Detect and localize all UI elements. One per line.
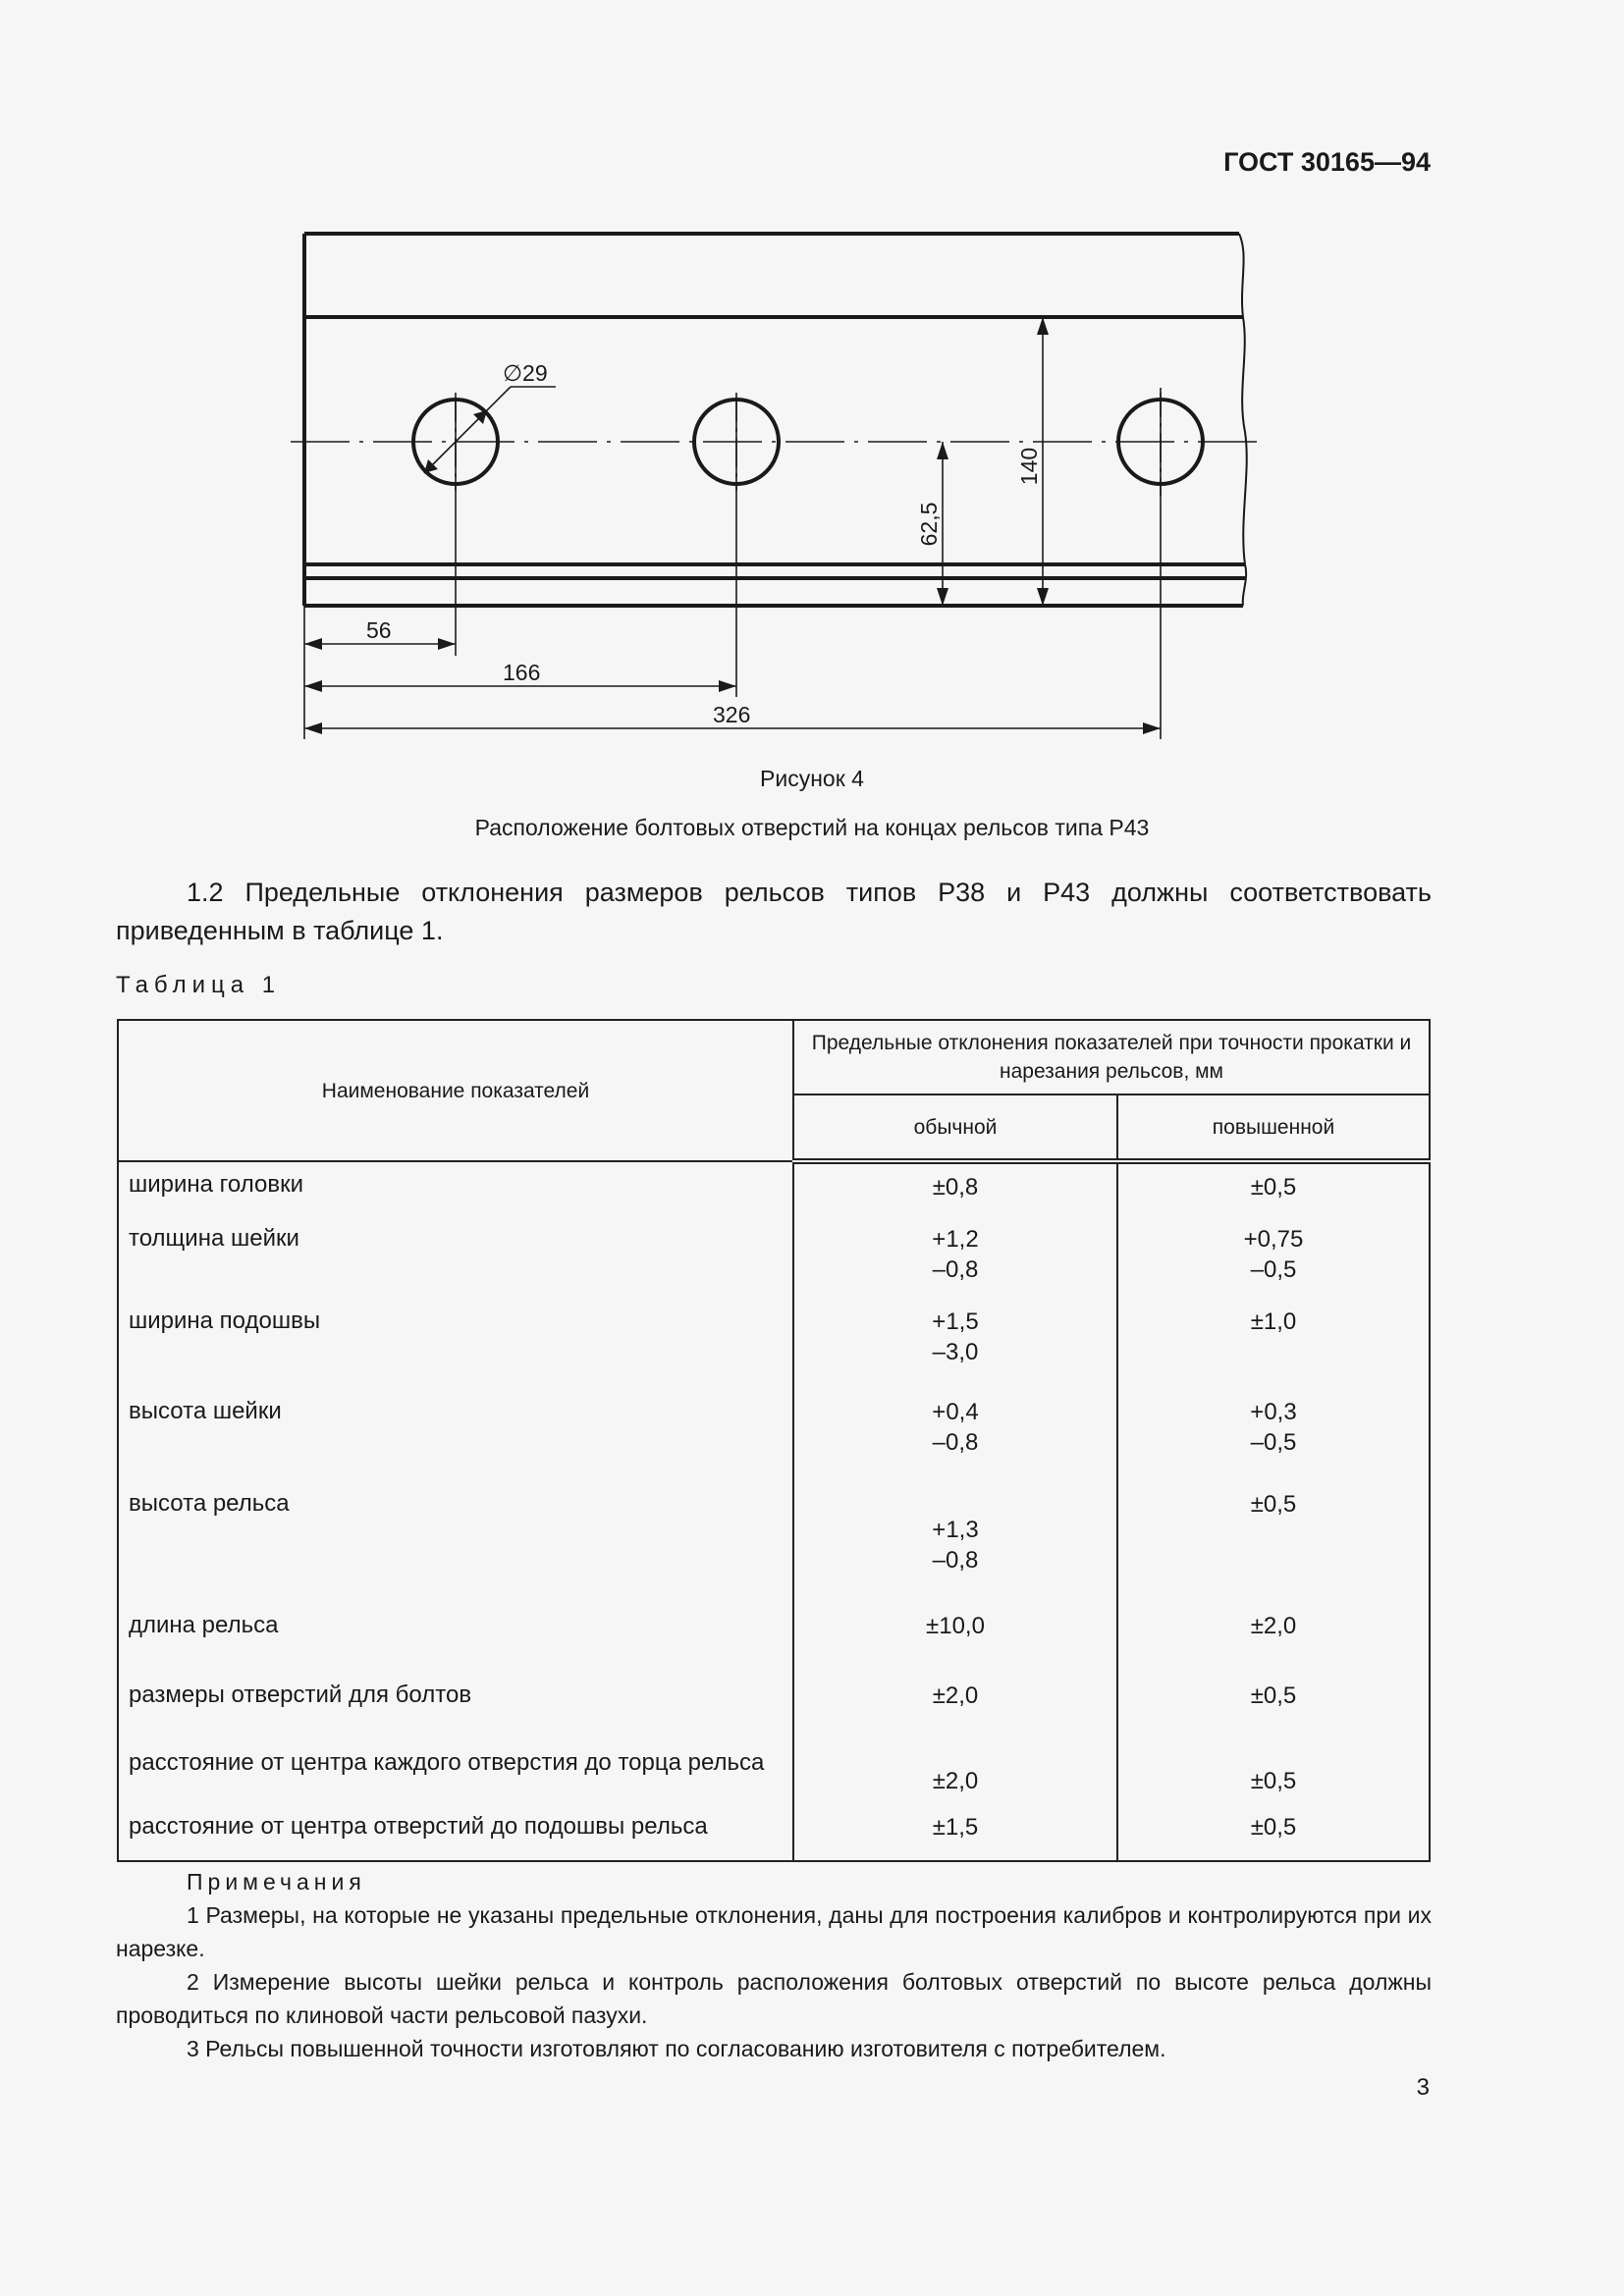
row-name-cell (118, 1375, 793, 1466)
cell-line: +1,2 (932, 1226, 979, 1253)
figure-title: Расположение болтовых отверстий на концах рельсов типа Р43 (474, 815, 1150, 840)
cell-line: –0,5 (1250, 1256, 1297, 1283)
tolerance-table (117, 1019, 1431, 1862)
cell-line: ±0,5 (1250, 1174, 1297, 1201)
cell-line: ±0,5 (1250, 1814, 1297, 1841)
row-name-cell (118, 1804, 793, 1861)
table-row (118, 1161, 1430, 1210)
cell-line: +1,5 (932, 1308, 979, 1335)
cell-line: высота шейки (129, 1398, 282, 1424)
note-item: 3 Рельсы повышенной точности изготовляют по согласованию изготовителя с потребителем. (187, 2036, 1166, 2061)
notes-title: Примечания (187, 1869, 366, 1895)
dim-140-label: 140 (1016, 447, 1042, 486)
row-ordinary-cell (793, 1583, 1117, 1649)
row-ordinary-cell (793, 1649, 1117, 1719)
cell-line: ±0,5 (1250, 1491, 1297, 1518)
notes-section (116, 1865, 1432, 2065)
cell-line: ±10,0 (926, 1613, 985, 1639)
row-name-cell (118, 1719, 793, 1804)
cell-line: ±0,5 (1250, 1682, 1297, 1709)
row-ordinary-cell (793, 1161, 1117, 1210)
body-paragraph: 1.2 Предельные отклонения размеров рельсов типов Р38 и Р43 должны соответствовать приведенным в таблице 1. (116, 878, 1432, 945)
figure-caption: Рисунок 4 (760, 766, 864, 791)
cell-line: расстояние от центра отверстий до подошвы рельса (129, 1813, 708, 1840)
header-ordinary: обычной (793, 1095, 1117, 1161)
row-high-cell (1117, 1583, 1430, 1649)
cell-line: ±2,0 (1250, 1613, 1297, 1639)
cell-line: высота рельса (129, 1490, 290, 1517)
dim-diameter-label: ∅29 (503, 360, 548, 386)
cell-line: +0,3 (1250, 1399, 1297, 1425)
cell-line: ±1,0 (1250, 1308, 1297, 1335)
row-name-cell (118, 1466, 793, 1583)
dim-166-label: 166 (503, 660, 541, 685)
rail-break-line (1239, 234, 1247, 606)
row-name-cell (118, 1293, 793, 1375)
table-row (118, 1466, 1430, 1583)
cell-line: длина рельса (129, 1612, 279, 1638)
row-ordinary-cell (793, 1210, 1117, 1293)
dim-56-label: 56 (366, 617, 392, 643)
table-row (118, 1804, 1430, 1861)
row-high-cell (1117, 1649, 1430, 1719)
row-ordinary-cell (793, 1466, 1117, 1583)
cell-line: ширина подошвы (129, 1308, 321, 1334)
cell-line: толщина шейки (129, 1225, 299, 1252)
cell-line: +1,3 (932, 1517, 979, 1543)
cell-line: +0,75 (1243, 1226, 1304, 1253)
page-number: 3 (1416, 2074, 1430, 2101)
cell-line: ±2,0 (932, 1768, 979, 1794)
row-name-cell (118, 1649, 793, 1719)
dim-326-label: 326 (713, 702, 751, 727)
row-name-cell (118, 1210, 793, 1293)
note-item: 1 Размеры, на которые не указаны предельные отклонения, даны для построения калибров и контролируются при их нарезке. (116, 1902, 1432, 1961)
table-label: Таблица 1 (116, 972, 282, 998)
rail-drawing (0, 0, 1624, 756)
row-high-cell (1117, 1161, 1430, 1210)
cell-line: ±1,5 (932, 1814, 979, 1841)
cell-line: –0,5 (1250, 1429, 1297, 1456)
cell-line: ±2,0 (932, 1682, 979, 1709)
row-high-cell (1117, 1375, 1430, 1466)
cell-line: ±0,5 (1250, 1768, 1297, 1794)
header-high: повышенной (1117, 1095, 1430, 1161)
cell-line: –0,8 (932, 1256, 979, 1283)
table-row (118, 1719, 1430, 1804)
cell-line: +0,4 (932, 1399, 979, 1425)
cell-line: –0,8 (932, 1429, 979, 1456)
table-row (118, 1210, 1430, 1293)
row-high-cell (1117, 1466, 1430, 1583)
cell-line: расстояние от центра каждого отверстия до торца рельса (129, 1749, 765, 1776)
table-row (118, 1649, 1430, 1719)
table-row (118, 1293, 1430, 1375)
table-row (118, 1375, 1430, 1466)
cell-line: –3,0 (932, 1339, 979, 1365)
row-ordinary-cell (793, 1293, 1117, 1375)
cell-line: ширина головки (129, 1171, 304, 1198)
row-ordinary-cell (793, 1719, 1117, 1804)
document-header: ГОСТ 30165—94 (1223, 147, 1431, 177)
header-name: Наименование показателей (118, 1020, 793, 1161)
cell-line: ±0,8 (932, 1174, 979, 1201)
cell-line: размеры отверстий для болтов (129, 1682, 472, 1708)
row-high-cell (1117, 1210, 1430, 1293)
row-high-cell (1117, 1293, 1430, 1375)
note-item: 2 Измерение высоты шейки рельса и контроль расположения болтовых отверстий по высоте рельса должны проводиться по клиновой части рельсовой пазухи. (116, 1969, 1432, 2028)
dim-62-5-label: 62,5 (916, 502, 942, 547)
row-ordinary-cell (793, 1375, 1117, 1466)
row-name-cell (118, 1161, 793, 1210)
table-row (118, 1583, 1430, 1649)
cell-line: –0,8 (932, 1547, 979, 1574)
row-ordinary-cell (793, 1804, 1117, 1861)
row-high-cell (1117, 1804, 1430, 1861)
row-high-cell (1117, 1719, 1430, 1804)
row-name-cell (118, 1583, 793, 1649)
header-group: Предельные отклонения показателей при точности прокатки и нарезания рельсов, мм (793, 1020, 1430, 1095)
